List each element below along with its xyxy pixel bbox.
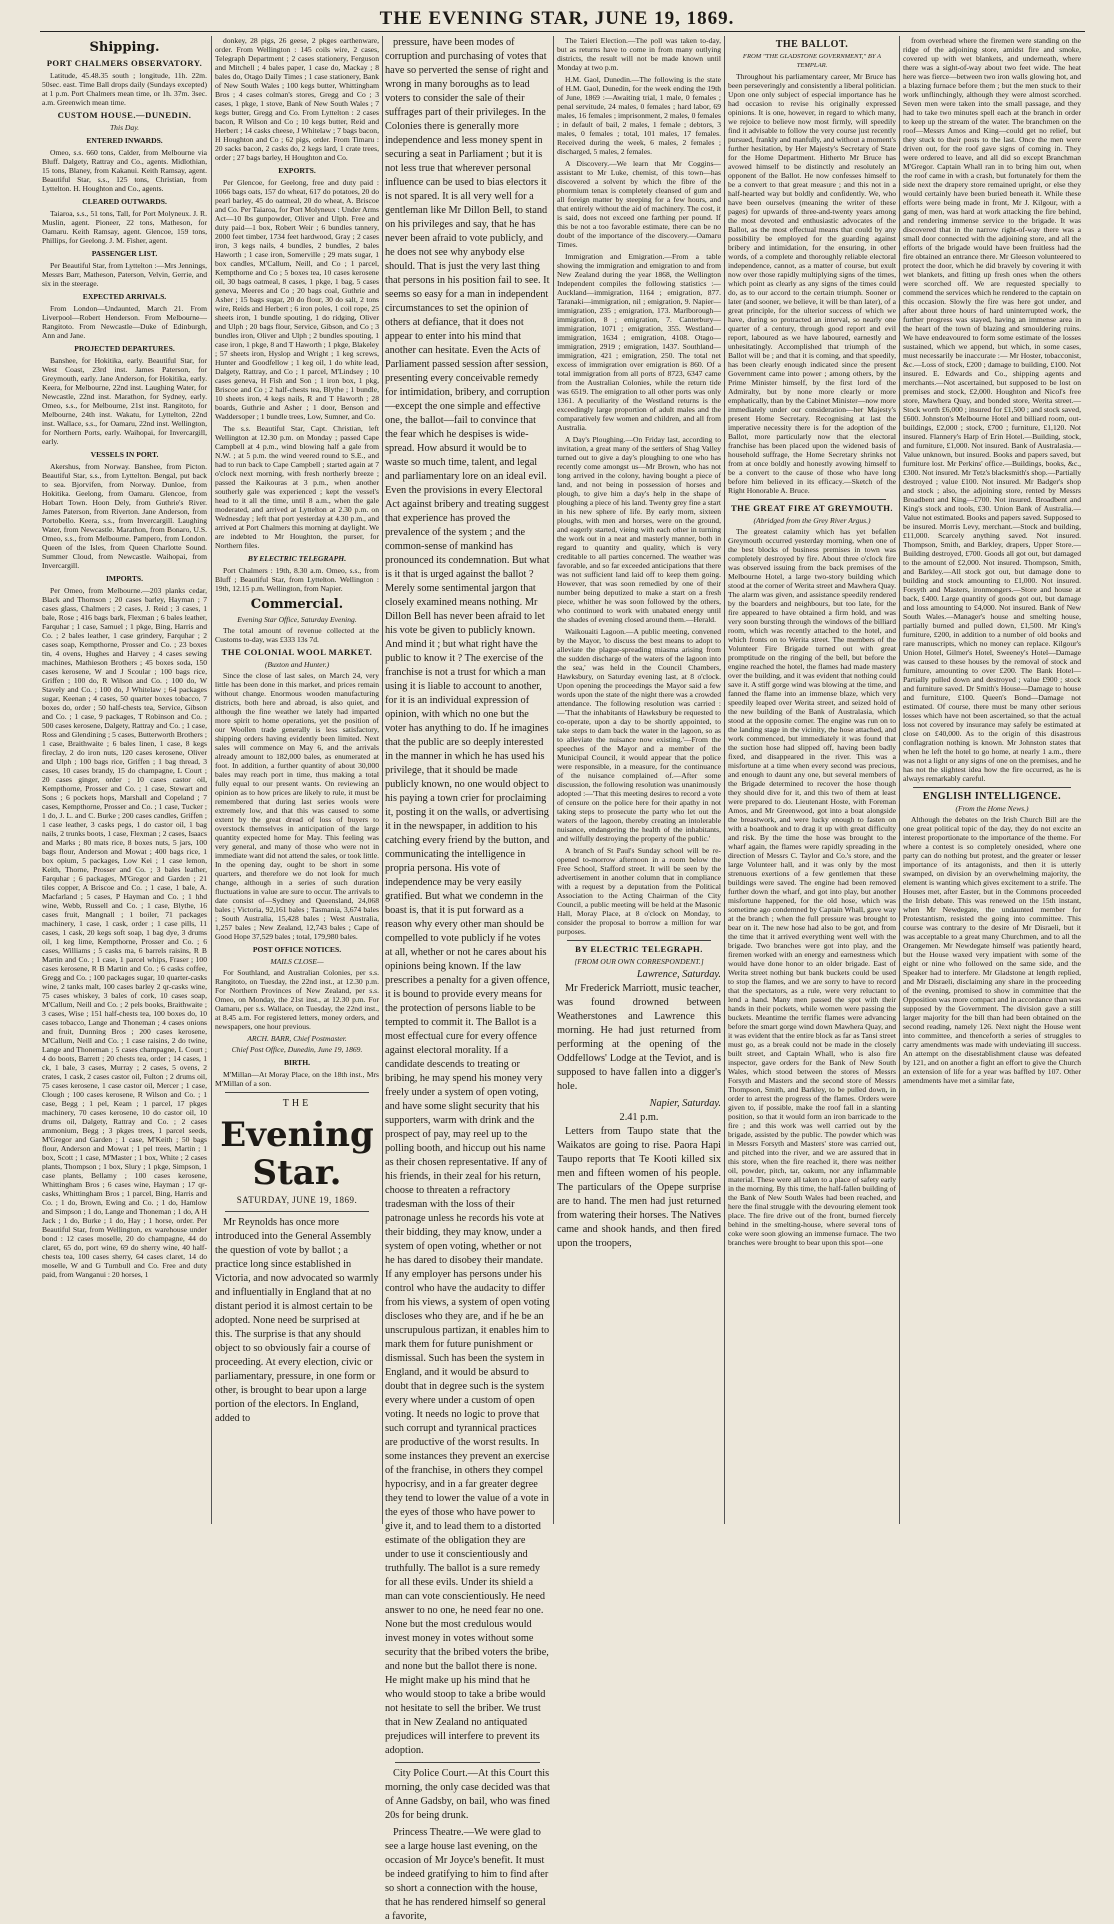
ploughing-text: A Day's Ploughing.—On Friday last, according to invitation, a great many of the settlers of Shag Valley turned out to give a day's ploughing to one who has recently come amongst us—Mr Brown, who has not long arrived in the colony, having bought a piece of land, and not being in possession of horses and plough, to give him a day's help in the shape of ploughing a piece of his land. Twenty grey fine a start in his new sphere of life. By early morn, sixteen ploughs, with men and horses, were on the ground, and eagerly started, vieing with each other in turning the work out in a neat and masterly manner, both in regard to quantity and quality, which is very creditable to all parties concerned. The weather was favorable, and so far exceeded anticipations that there was not sufficient land laid off to keep them going. However, that was soon remedied by one of their number being deputized to make a start on a fresh piece, whither he was soon followed by the others, who continued to work with unabated energy until the shades of evening closed around them.—Herald. — [557, 435, 721, 624]
telegraph-heading: BY ELECTRIC TELEGRAPH. — [247, 554, 347, 563]
section-divider — [225, 1092, 369, 1093]
post-office-heading: POST OFFICE NOTICES. — [252, 945, 342, 954]
editorial-continued: pressure, have been modes of corruption and purchasing of votes that have so perverted the sense of right and wrong in many boroughs as to lead voters to consider the sale of their suffrages part of their privileges. In the Colonies there is generally more independence and less money spent in securing a seat in Parliament ; but it is not less true that wherever personal influence can be used to bias electors it is not spared. It is all very well for a gentleman like Mr Dillon Bell, to stand on his privileges and say, that he has never been afraid to vote publicly, and he does not see why anybody else should. That is just the very last thing that persons in his position fail to see. It seems so easy for a man in independent circumstances to set the opinion of others at defiance, that it does not appear to enter into his mind that another can hesitate. Even the Acts of Parliament passed session after session, presenting every conceivable remedy for intimidation, bribery, and corruption—except the one simple and effective one, the ballot—fail to convince that the fear which he despises is wide-spread. How absurd it would be to waste so much time, talent, and legal and parliamentary lore on an ideal evil. Even the provisions in every Electoral Act against bribery and treating suggest that experience has proved the prevalence of the system ; and the common-sense of mankind has pronounced its condemnation. But what is it that is urged against the ballot ? Merely some sentimental jargon that closely examined means nothing. Mr Dillon Bell has never been afraid to let his vote be given to publicly known. And mind it ; but what right have the public to know it ? The exercise of the franchise is not a trust for which a man using it is liable to account to another, for it is an individual expression of opinion, with which no one but the voter has anything to do. If he imagines that the public are so deeply interested in the manner in which he has used his privilege, that it should be made publicly known, no one would object to his paying a town crier for proclaiming it, posting it on the walls, or advertising it in the newspaper, in addition to his catching every friend by the button, and communicating the intelligence in propria persona. His vote of independence may be very easily gratified. But what we condemn in the boast is, that it is put forward as a reason why every other man should be compelled to vote publicly if he votes at all, whether or not he cares about his opinions being known. If the law prescribes a penalty for a given offence, it is bound to provide every means for the protection of persons liable to be tempted to commit it. The Ballot is a most effectual cure for every offence against electoral morality. If a candidate descends to treating or bribing, he may spend his money very freely under a system of open voting, and have some slight security that his supporters, warm with drink and the prospect of pay, may reel up to the polling booth, and hiccup out his name as their chosen representative. If any of his friends, in their zeal for his return, choose to threaten a refractory tradesman with the loss of their patronage unless he records his vote at their bidding, they may know, under a system of open voting, whether or not he has dared to disobey their mandate. If any employer has persons under his control who have the audacity to differ from his views, a system of open voting discloses who they are, and if he be an unscrupulous partizan, it enables him to mark them for future punishment or dismissal. Such has been the system in England, and it would be absurd to doubt that in degree such is the system every where under a custom of open voting. It needs no logic to prove that such corrupt and tyrannical practices are productive of the worst results. In some instances they prevent an exercise of the franchise, in others they compel hypocrisy, and in a far greater degree they tend to lower the value of a vote in the eyes of those who have power to give it, and to lead them to a distorted estimate of the obligation they are under to use it conscientiously and truthfully. The ballot is a sure remedy for all these evils. Under its shield a man can vote conscientiously. He need answer to no one, he need fear no one. None but the most credulous would invest money in votes without some security that the bribed voters the bribe, and none but the ballot there is none. He might make up his mind that he who would stoop to take a bribe would not hesitate to sell the briber. We trust that in New Zealand no antiquated prejudices will interfere to prevent its adoption. — [385, 37, 550, 1756]
gaol-report-text: H.M. Gaol, Dunedin.—The following is the state of H.M. Gaol, Dunedin, for the week ending the 19th of June, 1869 :—Awaiting trial, 1 male, 0 females ; penal servitude, 24 males, 0 females ; hard labor, 69 males, 16 females ; imprisonment, 2 males, 0 females ; in default of bail, 2 males, 1 female ; debtors, 3 males, 0 females ; total, 101 males, 17 females. Received during the week, 6 males, 2 females ; discharged, 5 males, 2 females. — [557, 75, 721, 156]
revenue-text: The total amount of revenue collected at the Customs to-day, was £333 13s 7d. — [215, 626, 379, 644]
wool-market-text: Since the close of last sales, on March 24, very little has been done in this market, and prices remain without change. Enormous wooden manufacturing districts, both here and abroad, is also quiet, and although the fine weather we lately had imparted more spirit to home operations, yet the position of our Woollen trade generally is less satisfactory, shipping orders having evidently been limited. Next sales will commence on May 6, and the arrivals already amount to 182,000 bales, as enumerated at foot. In addition, a further quantity of about 30,000 bales may reach port in time, thus making a total fully equal to our present wants. On reviewing an opinion as to how prices are likely to rule, it must be remembered that during last series wools were extremely low, and that this was caused to some extent by the great dread of loss of buyers to overstock themselves in anticipation of the large quantity expected home for May. This feeling was very general, and many of those who were not in immediate want did not attend the sales, or took little. In the opening day, ought to be short in some quarters, and therefore we do not look for much change, although in a series of such duration fluctuations in value are sure to occur. The arrivals to date consist of—Sydney and Queensland, 24,068 bales ; Victoria, 92,161 bales ; Tasmania, 3,674 bales ; South Australia, 15,428 bales ; West Australia, 1,257 bales ; New Zealand, 12,743 bales ; Cape of Good Hope 37,529 bales ; total, 179,980 bales. — [215, 671, 379, 941]
custom-house-heading: CUSTOM HOUSE.—DUNEDIN. — [57, 110, 192, 120]
fire-text: The greatest calamity which has yet befallen Greymouth occurred yesterday morning, when one of the best blocks of business premises in town was completely destroyed by fire. About three o'clock fire was observed issuing from the back premises of the Melbourne Hotel, a large two-story building which stood at the corner of Werita street and Mawhera Quay. The alarm was given, and assistance speedily rendered by the boarders and neighbours, but too late, for the fire appeared to have obtained a firm hold, and was very soon bursting through the windows of the billiard room, which was recently attached to the hotel, and which fronts on to Werita street. The members of the Volunteer Fire Brigade turned out with great promptitude on the ringing of the bell, but before the engine reached the hotel, the flames had made mastery over the building, and it was evident that nothing could save it. A stiff gorge wind was blowing at the time, and fanned the flame into an immense blaze, which very speedily leaped over Werita street, and seized hold of the new building of the Bank of Australasia, which stood at the opposite corner. The engine was run on to the landing stage in the vicinity, the hose attached, and work commenced, but immediately it was found that the suction hose had slipped off, having been badly fixed, and disappeared in the river. This was a misfortune at a time when every second was precious, and enough to daunt any one, but several members of the Brigade determined to recover the hose though they should dive for it, and this two of them at least were prepared to do. Lieutenant Hoste, with Foreman Amos, and Mr Greenwood, got into a boat alongside the breastwork, and were lucky enough to fasten on with a boathook and to drag it up with great difficulty and risk. By the time the hose was brought to the wharf again, the flames were rapidly spreading in the direction of Messrs C. Taylor and Co.'s store, and the large Volunteer hall, and it was only by the most strenuous exertions of a few gentlemen that these buildings were saved. The engine had been removed further down the wharf, and got into play, but another misfortune happened, for the old hose, which was sometime ago condemned by Captain Whall, gave way at the branch ; when the full pressure was brought to bear on it. The new hose had also to be got, and from the time that it arrived everything went well with the brigade. Two branches were got into play, and the firemen worked with an energy and earnestness which would have done honor to an older brigade. East of Werita street nothing but bank buckets could be used to stop the flames, and we are sorry to have to record that the spectators, as a rule, were very reluctant to lend a hand. Many men passed the spot with their hands in their pockets, while women were passing the buckets. Meantime the terrific flames were advancing before the smart gorge wind down Mawhera Quay, and it was evident that the entire block as far as Tansi street must go, as a break could not be made in the closely built street, and Captain Whall, who is also fire inspector, gave orders for the Bank of New South Wales, which stood between the stores of Messrs Forsyth and Masters and the second store of Messrs Thompson, Smith, and Barkley, to be pulled down, in order to arrest the progress of the flames. Orders were given to, if possible, make the roof fall in a slanting position, so that it would form an iron barricade to the fire ; and this work was well carried out by the brigade, assisted by the public. The powder which was in Messrs Forsyth and Masters' store was carried out, and pitched into the river, and we are assured that in this store, when the fire reached it, there was neither oil, powder, pitch, tar, oakum, nor any inflammable material. These were all taken to a place of safety early in the morning. By this time, the half-fallen building of the Bank of New South Wales had been reached, and here the final struggle with the devouring element took place. The fire drive out of the front, burned fiercely behind in the smelting-house, where several tons of coke were soon glowing an immense furnace. The two branches were brought to bear upon this spot—one — [728, 527, 896, 1247]
police-court-text: City Police Court.—At this Court this morning, the only case decided was that of Anne Gadsby, on bail, who was fined 20s for being drunk. — [385, 1768, 550, 1821]
observatory-heading: PORT CHALMERS OBSERVATORY. — [46, 58, 203, 68]
princess-theatre-text: Princess Theatre.—We were glad to see a large house last evening, on the occasion of Mr Joyce's benefit. It must be indeed gratifying to him to find after so short a connection with the house, that he has rendered himself so general a favorite, — [385, 1827, 549, 1922]
column-divider — [553, 36, 554, 1524]
birth-text: M'Millan—At Moray Place, on the 18th inst., Mrs M'Millan of a son. — [215, 1070, 379, 1088]
immigration-text: Immigration and Emigration.—From a table showing the immigration and emigration to and from New Zealand during the year 1868, the Wellington Independent compiles the following statistics :—Auckland—immigration, 1164 ; emigration, 877. Taranaki—immigration, nil ; emigration, 9. Napier—immigration, 235 ; emigration, 173. Marlborough—immigration, 8 ; emigration, 7. Canterbury—immigration, 1071 ; emigration, 355. Westland—immigration, 1634 ; emigration, 4108. Otago—immigration, 2919 ; emigration, 1437. Southland—immigration, 421 ; emigration, 250. The total net excess of immigration over emigration is 860. Of a total immigration from all ports of 8723, 6347 came from the Australian Colonies, while the return tide was 6519. The emigration to all other ports was only 1361. A peculiarity of the Westland returns is the exceedingly large proportion of adult males and the comparatively few women and children, and all from Australia. — [557, 252, 721, 432]
wool-market-source: (Buxton and Hunter.) — [264, 660, 330, 669]
column-editorial — [385, 36, 550, 1922]
ballot-source: FROM "THE GLADSTONE GOVERNMENT," BY A TEMPLAR. — [742, 53, 882, 69]
passenger-text: Per Beautiful Star, from Lyttelton :—Mrs Jennings, Messrs Barr, Matheson, Paterson, Velvin, Gerrie, and six in the steerage. — [42, 261, 207, 288]
column-ballot — [728, 36, 896, 1526]
discovery-text: A Discovery.—We learn that Mr Coggins—assistant to Mr Luke, chemist, of this town—has discovered a solvent by which the fibre of the phormium tenax is completely cleansed of gum and all foreign matter by steeping for a few hours, and that entirely without the aid of machinery. The cost, it is said, does not exceed one farthing per pound. If this be not a too favorable estimate, there can be no doubt of the importance of the discovery.—Oamaru Times. — [557, 159, 721, 249]
projected-text: Banshee, for Hokitika, early. Beautiful Star, for West Coast, 23rd inst. James Paterson, for Greymouth, early. Jane Anderson, for Hokitika, early. Keera, for Melbourne, 22nd inst. Laughing Water, for Newcastle, 22nd inst. Marathon, for Sydney, early. Omeo, s.s., for Melbourne, 21st inst. Rangitoto, for Melbourne, 24th inst. Wakatu, for Lyttelton, 22nd inst. Wallace, s.s., for Oamaru, 22nd inst. Wellington, for Northern Ports, early. Waihopai, for Invercargill, early. — [42, 356, 207, 446]
expected-heading: EXPECTED ARRIVALS. — [82, 292, 167, 301]
beautiful-star-report: The s.s. Beautiful Star, Capt. Christian, left Wellington at 12.30 p.m. on Monday ; passed Cape Campbell at 4 p.m., wind blowing half a gale from N.W. ; at 5 p.m. the wind veered round to S.E., and had to run back to Cape Campbell ; started again at 7 o'clock next morning, with fresh northerly breeze ; passed the Kaikouras at 3 p.m., when another southerly gale was experienced ; kept the vessel's head to it all the time, until 8 a.m., when the gale moderated, and arrived at Lyttelton at 2.30 p.m. on Wednesday ; left that port yesterday at 4.30 p.m., and arrived at Port Chalmers this morning at daylight. We are indebted to Mr Houghton, the purser, for Northern files. — [215, 424, 379, 550]
telegraph-text: Port Chalmers : 19th, 8.30 a.m. Omeo, s.s., from Bluff ; Beautiful Star, from Lyttelton. Wellington : 19th, 12.15 p.m. Wellington, from Napier. — [215, 566, 379, 593]
column-intelligence — [903, 36, 1081, 1526]
ballot-heading: THE BALLOT. — [775, 39, 849, 50]
post-office-text: For Southland, and Australian Colonies, per s.s. Rangitoto, on Tuesday, the 22nd inst., at 12.30 p.m. For Northern Provinces of New Zealand, per s.s. Omeo, on Monday, the 21st inst., at 12.30 p.m. For Oamaru, per s.s. Wallace, on Tuesday, the 22nd inst., at 8.45 a.m. For registered letters, money orders, and newspapers, one hour previous. — [215, 968, 379, 1031]
section-divider — [225, 1211, 369, 1212]
commercial-heading: Commercial. — [250, 597, 344, 612]
exports-text: Per Glencoe, for Geelong, free and duty paid : 1066 bags oats, 157 do wheat, 617 do potatoes, 20 do pearl barley, 45 do oatmeal, 20 do wheat, A. Briscoe and Co. Per Taiaroa, for Port Molyneux : Under Arms Act—10 lbs gunpowder, Oliver and Ulph. Free and duty paid—1 box, Robert Weir ; 6 bundles tannery, 2000 feet timber, 1734 feet hardwood, Gray ; 2 cases iron, 3 kegs nails, 4 bundles, 2 bundles, 2 bales Haworth ; 1 case iron, Somerville ; 29 mats sugar, 1 box candles, M'Callum, Neill, and Co ; 1 parcel, Kempthorne and Co ; 5 boxes tea, 10 cases kerosene oil, 30 bags oatmeal, 8 cases, 1 pkge, 1 bag, 5 cases geneva, Meeres and Co ; 20 bags coal, Guthrie and Asher ; 15 bags sugar, 20 do flour, 30 do salt, 2 tons wire, Reids and Herbert ; 6 iron poles, 1 coil rope, 25 sheets iron, 1 bundle spouting, 1 do ridging, Oliver and Ulph ; 20 bags flour, Service, Gibson, and Co ; 3 bundles iron, Oliver and Ulph ; 2 bundles spouting, 1 case iron, 1 pkge, 8 and T Haworth ; 1 pkge, Blakeley ; 57 sheets iron, Hyslop and Wright ; 1 keg screws, Hunter and Goodfellow ; 1 keg oil, 1 do white lead, Dalgety, Rattray, and Co ; 1 parcel, M'Lindsey ; 10 cases geneva, H Fish and Son ; 1 iron box, 1 pkg, Briscoe and Co ; 2 half-chests tea, Blythe ; 1 bundle, 10 sheets iron, 4 kegs nails, R and T Haworth ; 28 boards, Guthrie and Asher ; 1 door, Benson and Waddersoper ; 1 bundle trees, Low, Sumner, and Co. — [215, 178, 379, 421]
column-commercial — [215, 36, 379, 1526]
fire-source: (Abridged from the Grey River Argus.) — [753, 516, 871, 525]
postmaster-signature: ARCH. BARR, Chief Postmaster. — [247, 1034, 347, 1043]
paper-title-prefix: THE — [282, 1098, 312, 1109]
telegraph-heading: BY ELECTRIC TELEGRAPH. — [575, 944, 703, 954]
waikouaiti-text: Waikouaiti Lagoon.—A public meeting, convened by the Mayor, 'to discuss the best means to adopt to alleviate the plague-spreading miasma arising from the sudden discharge of the waters of the lagoon into the sea,' was held in the Council Chambers, Hawksbury, on Saturday evening last, at 8 o'clock. Upon opening the proceedings the Mayor said a few words upon the state of the night there was a crowded attendance. The following resolution was carried :—'That the inhabitants of Hawksbury be requested to co-operate, upon a day to be shortly appointed, to take steps to dam back the water in the lagoon, so as to alleviate the nuisance now existing.'—From the speeches of the Mayor and a member of the Municipal Council, it would appear that the police were responsible, in a measure, for the continuance of the nuisance complained of.—After some discussion, the following resolution was unanimously adopted :—'That this meeting desires to record a vote of censure on the police here for their apathy in not taking steps to prosecute the party who let out the waters of the lagoon, thereby creating an intolerable nuisance, endangering the health of the inhabitants, and wilfully destroying the property of the public.' — [557, 627, 721, 843]
telegraph-source: [FROM OUR OWN CORRESPONDENT.] — [574, 957, 704, 966]
taieri-election-text: The Taieri Election.—The poll was taken to-day, but as returns have to come in from many outlying districts, the result will not be made known until Monday at two p.m. — [557, 36, 721, 72]
this-day-label: This Day. — [109, 123, 140, 132]
column-divider — [724, 36, 725, 1524]
imports-continued: donkey, 28 pigs, 26 geese, 2 pkges earthenware, order. From Wellington : 145 coils wire, 2 cases, Telegraph Department ; 2 cases stationery, Ferguson and Mitchell ; 4 bales paper, 1 case do, Mackay ; 8 bales do, Otago Daily Times ; 1 case stationery, Bank of New South Wales ; 100 kegs butter, Whittingham Bros ; 4 cases colman's stores, Gregg and Co ; 3 cases, 1 pkge, 1 stove, Bank of New South Wales ; 7 kegs butter, Gregg and Co. From Lyttelton : 2 cases bacon, R Wilson and Co ; 10 kegs butter, Reid and Herbert ; 14 casks cheese, J Whitelaw ; 7 bags bacon, H Houghton and Co ; 62 pigs, order. From Timaru : 20 sacks bacon, 2 casks do, 2 kegs lard, 1 crate trees, order ; 27 bags barley, H Houghton and Co. — [215, 36, 379, 162]
column-divider — [899, 36, 900, 1524]
fire-continued: from overhead where the firemen were standing on the ridge of the adjoining store, amidst fire and smoke, covered up with wet blankets, and underneath, where there was a sight-of-way about two feet wide. The heat here was fierce—between two iron walls glowing hot, and a blazing furnace before them ; but the men stuck to their work unflinchingly, although they were almost scorched. Seven men were taken into the small passage, and they had to take two minutes spell each at the branch in order to keep up the stream of the water. The branchmen on the roof—Messrs Amos and King—could get no relief, but they stuck to their posts to the last. Once the men were driven out, for the roof gave signs of coming in. They were ordered to leave, and all did so except Branchman M'Gregor. Captain Whall ran in to bring him out, when the roof came in with a crash, but fortunately for them the side next the drapery store remained upright, or else they would certainly have been buried beneath it. While these efforts were being made in front, Mr J. Kilgour, with a gang of men, was hard at work attacking the fire behind, and rendering immense service to the brigade. It was discovered that in the narrow right-of-way there was a small door connected with the adjoining store, and all the efforts of the brigade would have been fruitless had the fire obtained an entrance there. Mr Gleeson volunteered to protect the door, which he did bravely by covering it with wet blankets, and fitting up fresh ones when the others were scorched off. We are requested specially to commend the services which he rendered to the captain on this occasion. Slowly the fire was here got under, and after about three hours of hard uninterrupted work, the further progress was stayed, having an immense area in the heart of the town of blazing and smouldering ruins. We have endeavoured to form some estimate of the losses sustained, which we append, but which, in some cases, must necessarily be inaccurate :— Mr Hoster, tobacconist, &c.—Loss of stock, £200 ; damage to building, £100. Not insured. E. Edwards and Co., shipping agents and merchants.—Not ascertained, but supposed to be lost on premises and stock, £2,000. Houghton and Nicol's free store, Mawhera Quay, and bonded store, Werita street.—Stock worth £6,000 ; insured for £1,500 ; and stock saved, £600. Johnston's Melbourne Hotel and billiard room, out-buildings, £2,000 ; stock, £700 ; furniture, £1,120. Not insured. Flannery's Harp of Erin Hotel.—Building, stock, and furniture, £1,000. Not insured. Bank of Australasia.—Value unknown, but insured. Books and papers saved, but furniture lost. Mr Perkins' office.—Buildings, books, &c., £300. Not insured. Mr Tetz's blacksmith's shop.—Partially destroyed ; value £100. Not insured. Mr Badger's shop and stock ; also, the adjoining store, rented by Messrs Broadbent and King—£700. Not insured. Broadbent and King's stock and tools, £30. Union Bank of Australia.—Value not estimated. Books and papers saved. Supposed to be insured. Morris Levy, merchant.—Stock and building, £11,000. Scarcely anything saved. Not insured. Thompson, Smith, and Barkley, drapers, Upper Store.—Building destroyed, £700. Goods all got out, but damaged to the amount of £2,000. Not insured. Thompson, Smith, and Barkley.—All stock got out, but damage done to building and stock amounting to £1,000. Not insured. Forsyth and Masters, ironmongers.—Store and house at back, £400. Large quantity of goods got out, but damage and loss amounting to £4,000. Not insured. Bank of New South Wales.—Manager's house and smelting house, partially burned and pulled down, £1,500. Mr King's furniture, £200, in addition to a number of old books and rare manuscripts, which no money can replace. Kilgour's Union Hotel, Gilmer's Hotel, Sweeney's Hotel—Damage was caused to these houses by the removal of stock and furniture, amounting to over £200. The Bank Hotel—Partially pulled down and destroyed ; value £900 ; stock and furniture saved. Dr Smith's House—Damage to house and furniture, £100. Queen's Bond—Damage not estimated. Of course, there must be many other serious losses which have not been ascertained, so that the actual loss not covered by insurance may safely be estimated at close on £40,000. As to the origin of this disastrous conflagration nothing is known. Mr Johnston states that when he left the hotel to go home, at nearly 1 a.m., there was not a light or any signs of one on the premises, and he has not the slightest idea how the fire occurred, as he is always remarkably careful. — [903, 36, 1082, 783]
entered-heading: ENTERED INWARDS. — [86, 136, 163, 145]
napier-time: 2.41 p.m. — [619, 1112, 659, 1123]
masthead: THE EVENING STAR, JUNE 19, 1869. — [379, 8, 735, 29]
napier-text: Letters from Taupo state that the Waikatos are going to rise. Paora Hapi Taupo reports that Te Kooti killed six men and fifteen women of his people. The particulars of the Opepe surprise are to hand. The men had just returned from watering their horses. The Natives came and shook hands, and then fired upon the troopers, — [557, 1126, 721, 1249]
projected-heading: PROJECTED DEPARTURES. — [74, 344, 175, 353]
english-intelligence-text: Although the debates on the Irish Church Bill are the one great political topic of the day, they do not excite an interest proportionate to the importance of the theme. For where a contest is so completely onesided, where one party can do nothing but protest, and the greater or lesser importance of its antagonists, and then it is utterly swamped, on division by an overwhelming majority, the element is wanting which gives excitement to a strife. The Houses met, after Easter, but in the Commons proceeded the Irish debate. This was renewed on the 15th instant, when Mr Newdegate, the undaunted member for Protestantism, resisted the going into committee. This course was contrary to the desire of Mr Disraeli, but it was acceptable to a great many Churchmen, and to all the Orangemen. Mr Newdegate himself was patiently heard, but the House waxed very impatient with some of the eight or nine who followed on the same side, and the Speaker had to interfere. Mr Gladstone at length replied, and Mr Disraeli, disclaiming any share in the proceeding of the evening, promised to show in committee that the Opposition was more compact and in accordance than was supposed by the Government. The division gave a still larger majority for the bill than had been obtained on the second reading, namely 126. Next night the House went into committee, and thenceforth a series of struggles to carry amendments was made with undeviating ill success. An attempt on the disestablishment clause was defeated by 121, and on another a fight an effort to give the Church an extension of life for a year was baffled by 107. Other amendments have met a similar fate, — [903, 815, 1081, 1085]
lawrence-text: Mr Frederick Marriott, music teacher, was found drowned between Weatherstones and Lawrence this morning. He had just returned from performing at the opening of the Oddfellows' Lodge at the Teviot, and is supposed to have fallen into a digger's hole. — [557, 983, 721, 1092]
column-shipping — [42, 36, 207, 1526]
birth-heading: BIRTH. — [283, 1058, 311, 1067]
masthead-rule — [40, 31, 1085, 32]
column-divider — [382, 36, 383, 1524]
vessels-heading: VESSELS IN PORT. — [90, 450, 159, 459]
mails-close-label: MAILS CLOSE— — [270, 957, 324, 966]
cleared-heading: CLEARED OUTWARDS. — [82, 197, 167, 206]
wool-market-heading: THE COLONIAL WOOL MARKET. — [221, 647, 373, 657]
imports-heading: IMPORTS. — [105, 574, 144, 583]
sunday-school-text: A branch of St Paul's Sunday school will be re-opened to-morrow afternoon in a room below the Free School, Stafford street. It will be seen by the advertisement in another column that in compliance with a request by a deputation from the Political Association to the Acting Chairman of the City Council, a public meeting will be held at the Masonic Hall, Moray Place, at 8 o'clock on Monday, to consider the proposal to borrow a million for war purposes. — [557, 846, 721, 936]
exports-heading: EXPORTS. — [278, 166, 316, 175]
vessels-text: Akershus, from Norway. Banshee, from Picton. Beautiful Star, s.s., from Lyttelton. Bengal, put back to sea. Bjorvifen, from Norway. Dunloe, from Hokitika. Geelong, from Oamaru. Glencoe, from Hobart Town. Hoon Dely, from Guthrie's River. James Paterson, from Riverton. Jane Anderson, from Portobello. Keera, s.s., from Invercargill. Laughing Water, from Newcastle. Marathon, from Bonaro, U.S. Omeo, s.s., from Melbourne. Pampero, from London. Queen of the Isles, from Queen Charlotte Sound. Summer Cloud, from Newcastle. Waihopai, from Invercargill. — [42, 462, 207, 570]
observatory-text: Latitude, 45.48.35 south ; longitude, 11h. 22m. 50sec. east. Time Ball drops daily (Sundays excepted) at 1 p.m. Port Chalmers mean time, or 1h. 37m. 3sec. a.m. Greenwich mean time. — [42, 71, 207, 107]
section-divider — [567, 940, 711, 941]
expected-text: From London—Undaunted, March 21. From Liverpool—Robert Henderson. From Melbourne—Rangitoto. From Newcastle—Duke of Edinburgh, Ann and Jane. — [42, 304, 207, 340]
shipping-heading: Shipping. — [89, 40, 160, 55]
english-intelligence-heading: ENGLISH INTELLIGENCE. — [922, 791, 1062, 802]
ballot-text: Throughout his parliamentary career, Mr Bruce has been perseveringly and consistently a liberal politician. Upon one only subject of especial importance has he had occasion to revise his originally expressed opinions. It is one, however, in regard to which many, we rejoice to believe now most firmly, will speedily find it advisable to follow the very course just recently pursued, frankly and manfully, and without a moment's further hesitation, by Her Majesty's Secretary of State for the Home Department. Hitherto Mr Bruce has avowed himself to be distinctly and resolutely an opponent of the Ballot. He now confesses himself to be a convert to that great measure ; and this not in a half-hearted way but boldly and confidently. We, who have been ourselves (meaning the writer of these pages) for upwards of three-and-twenty years among the most devoted and enthusiastic advocates of the Ballot, as the most effectual means that could by any possibility be employed for the guarding against bribery and intimidation, for the ensuring, in other words, of a complete and thoroughly reliable electoral independence, cannot, as a matter of course, but exult now over those rapidly multiplying signs of the times, which point as clearly as any signs of the times could do, as to our accord to the certain triumph. Sooner or later (and sooner, we believe, it will be than later), of a great principle, for the ulterior success of which we have, during so protracted an interval, so nearly one quarter of a century, through good report and evil report, laboured as we have laboured, earnestly and unhesitatingly. Accomplished that triumph of the Ballot will be ; and that it is coming, and that speedily, has been clearly enough indicated since the present Government came into power ; among others, by the Prime Minister himself, by the first lord of the Admiralty, but by none more clearly or more emphatically, than by the Cabinet Minister—now more immediately under our consideration—her Majesty's present Home Secretary. Recognising at last the imperative necessity there is for the adoption of the Ballot, more particularly now that the electoral franchise has been placed upon the widened basis of household suffrage, the Home Secretary shrinks not from at once boldly and honestly avowing himself to be a convert to the cause of those who have long before him believed in its efficacy.—Sketch of the Right Honorable A. Bruce. — [728, 72, 896, 495]
cleared-text: Taiaroa, s.s., 51 tons, Tall, for Port Molyneux. J. R. Muslin, agent. Pioneer, 22 tons, Matheson, for Oamaru. Keith Ramsay, agent. Glencoe, 159 tons, Phillips, for Geelong. J. M. Fisher, agent. — [42, 209, 207, 245]
section-divider — [913, 787, 1071, 788]
entered-text: Omeo, s.s. 660 tons, Calder, from Melbourne via Bluff. Dalgety, Rattray and Co., agents. Midlothian, 15 tons, Blaney, from Kakanui. Keith Ramsay, agent. Beautiful Star, s.s., 125 tons, Christian, from Lyttelton. H. Houghton and Co., agents. — [42, 148, 207, 193]
napier-dateline: Napier, Saturday. — [649, 1098, 721, 1109]
office-line: Evening Star Office, Saturday Evening. — [237, 615, 357, 624]
imports-text: Per Omeo, from Melbourne.—203 planks cedar, Black and Thomson ; 20 cases barley, Hayman ; 7 cases glass, Chalmers ; 2 cases, J. Reid ; 3 cases, 1 bale, Rose ; 416 bags bark, Flexman ; 6 bales leather, Farquhar ; 1 case, Samuel ; 1 pkge, Bing, Harris and Co. ; 2 bales leather, 1 case grindery, Farquhar ; 2 cases soap, Kempthorne, Prosser and Co. ; 23 boxes tin, 4 ovens, Hughes and Harvey ; 4 cases sewing machines, Mathieson Brothers ; 45 boxes soda, 150 cases kerosene, W and J Scoular ; 100 bags rice, Griffen ; 100 do, R Wilson and Co. ; 100 do, W Stavely and Co. ; 100 do, J Whitelaw ; 64 packages sugar, Keenan ; 4 cases, 50 quarter boxes tobacco, 7 boxes do, order ; 50 half-chests tea, Service, Gibson and Co. ; 1 case, 9 packages, T Robinson and Co. ; 500 cases kerosene, Dalgety, Rattray and Co. ; 1 case, Ross and Glendining ; 5 cases, Butterworth Brothers ; 1 case, Braithwaite ; 6 bales linen, 1 case, 8 kegs fireclay, 2 do iron nuts, 120 cases kerosene, Oliver and Ulph ; 100 bags rice, Griffen ; 1 bag thread, 3 cases, 10 cases brandy, 15 do champagne, L Court ; 20 cases ginger, order ; 10 cases castor oil, Kempthorne, Prosser and Co. ; 1 case, Stewart and Sons ; 6 pockets hops, Marshall and Copeland ; 7 cases, Kempthorne, Prosser and Co. ; 1 case, Tucker ; 1 do, J. L. and C. Burke ; 200 cases candles, Griffen ; 1 case leather, 3 casks pegs, 1 do castor oil, 1 bag nails, 2 trunks boots, 1 case, Flexman ; 2 cases, Isaacs and Marks ; 80 mats rice, 8 boxes nuts, 5 jars, 100 bags flour, Anderson and Mowat ; 400 bags rice, 1 box opium, 5 packages, Low Kei ; 1 case lemon, Keith, Thorne, Prosser and Co. ; 3 bales leather, Farquhar ; 6 packages, M'Gregor and Garden ; 21 tiles copper, A Briscoe and Co. ; 1 case, 1 bale, A. Macfarland ; 5 cases, P Hayman and Co. ; 1 hhd wine, Webb, Russell and Co. ; 1 case, Blythe, 16 cases fruit, Mangnall ; 1 boiler, 71 packages machinery, 1 case, 1 cask, order ; 1 case pills, 11 cases, 1 cask, 20 kegs soft soap, 1 bag dye, 3 drums oil, 1 keg lime, Kempthorne, Prosser and Co. ; 6 cases, Williams ; 5 casks ma, 6 barrels raisins, R B Martin and Co. ; 1 case, 1 parcel whips, Fraser ; 100 cases kerosene, R B Martin and Co. ; 6 casks coffee, Gregg and Co. ; 100 packages sugar, 10 quarter-casks wine, 2 tanks malt, 100 cases barley 2 qr-casks wine, 75 cases whiskey, 3 bales of cork, 10 cases soap, M'Callum, Neill and Co. ; 2 pels books, Braithwaite ; 3 cases, Wise ; 151 half-chests tea, 100 boxes do, 10 cases tobacco, Lange and Thoneman ; 4 cases onions and fruit, Dunning Bros ; 200 cases kerosene, M'Callum, Neill and Co. ; 1 case raisins, 2 do twine, Lange and Thoneman ; 5 cases champagne, L Court ; 4 do boots, Barrett ; 20 chests tea, order ; 14 cases, 1 ck, 1 bale, 3 cases, Murray ; 2 cases, 5 ovens, 2 crates, 1 cask, 2 cases castor oil, Fulton ; 2 drums oil, 75 cases kerosene, 1 case castor oil, Mercer ; 1 case, Clough ; 100 cases kerosene, R Wilson and Co. ; 1 case, Begg ; 1 pel, Keam ; 1 parcel, 17 pkges machinery, 70 cases kerosene, 10 do castor oil, 10 drums oil, Dalgety, Rattray and Co. ; 2 cases ammonium, Begg ; 3 pkges trees, 1 parcel seeds, M'Gregor and Garden ; 1 case, M'Keith ; 50 bags flour, Anderson and Mowat ; 1 pel trees, Martin ; 1 box, Scott ; 1 case, M'Master ; 1 box, White ; 2 cases plants, Thompson ; 1 box, Slury ; 1 pkge, Simpson, 1 case plants, Bellamy ; 100 cases kerosene, Whittingham Bros ; 6 cases wine, Hayman ; 17 qr-casks, Whittingham Bros ; 1 parcel, Bing, Harris and Co. ; 1 do, Brown, Ewing and Co. ; 1 do, Hamlow and Simpson ; 1 do, Lange and Thoneman ; 1 do, A H Jack ; 1 do, Burke ; 1 do, Hay ; 1 horse, order. Per Beautiful Star, from Wellington, ex warehouse under bond : 12 cases moselle, 20 do champagne, 44 do claret, 65 do, port wine, 69 do sherry wine, 40 half-chests tea, 100 cases sherry, 64 cases claret, 14 do moselle, W and G Turnbull and Co. Free and duty paid, from Wanganui : 20 horses, 1 — [42, 586, 207, 1279]
section-divider — [738, 499, 886, 500]
post-office-date: Chief Post Office, Dunedin, June 19, 1869. — [231, 1045, 363, 1054]
column-divider — [211, 36, 212, 1524]
fire-heading: THE GREAT FIRE AT GREYMOUTH. — [730, 503, 894, 513]
passenger-heading: PASSENGER LIST. — [91, 249, 158, 258]
issue-date: SATURDAY, JUNE 19, 1869. — [236, 1195, 358, 1205]
lawrence-dateline: Lawrence, Saturday. — [636, 969, 721, 980]
editorial-text: Mr Reynolds has once more introduced into the General Assembly the question of vote by ballot ; a practice long since established in Victoria, and now advocated so warmly and influentially in England that at no distant period it is almost certain to be adopted. None need be surprised at this. The surprise is that any should object to so obviously fair a course of proceeding. At every election, civic or parliamentary, pressure, in one form or other, is brought to bear upon a large portion of the electors. In England, added to — [215, 1217, 379, 1424]
section-divider — [395, 1762, 540, 1763]
column-local-news — [557, 36, 721, 1526]
english-intelligence-source: (From the Home News.) — [955, 804, 1029, 813]
paper-title: Evening Star. — [220, 1115, 374, 1193]
